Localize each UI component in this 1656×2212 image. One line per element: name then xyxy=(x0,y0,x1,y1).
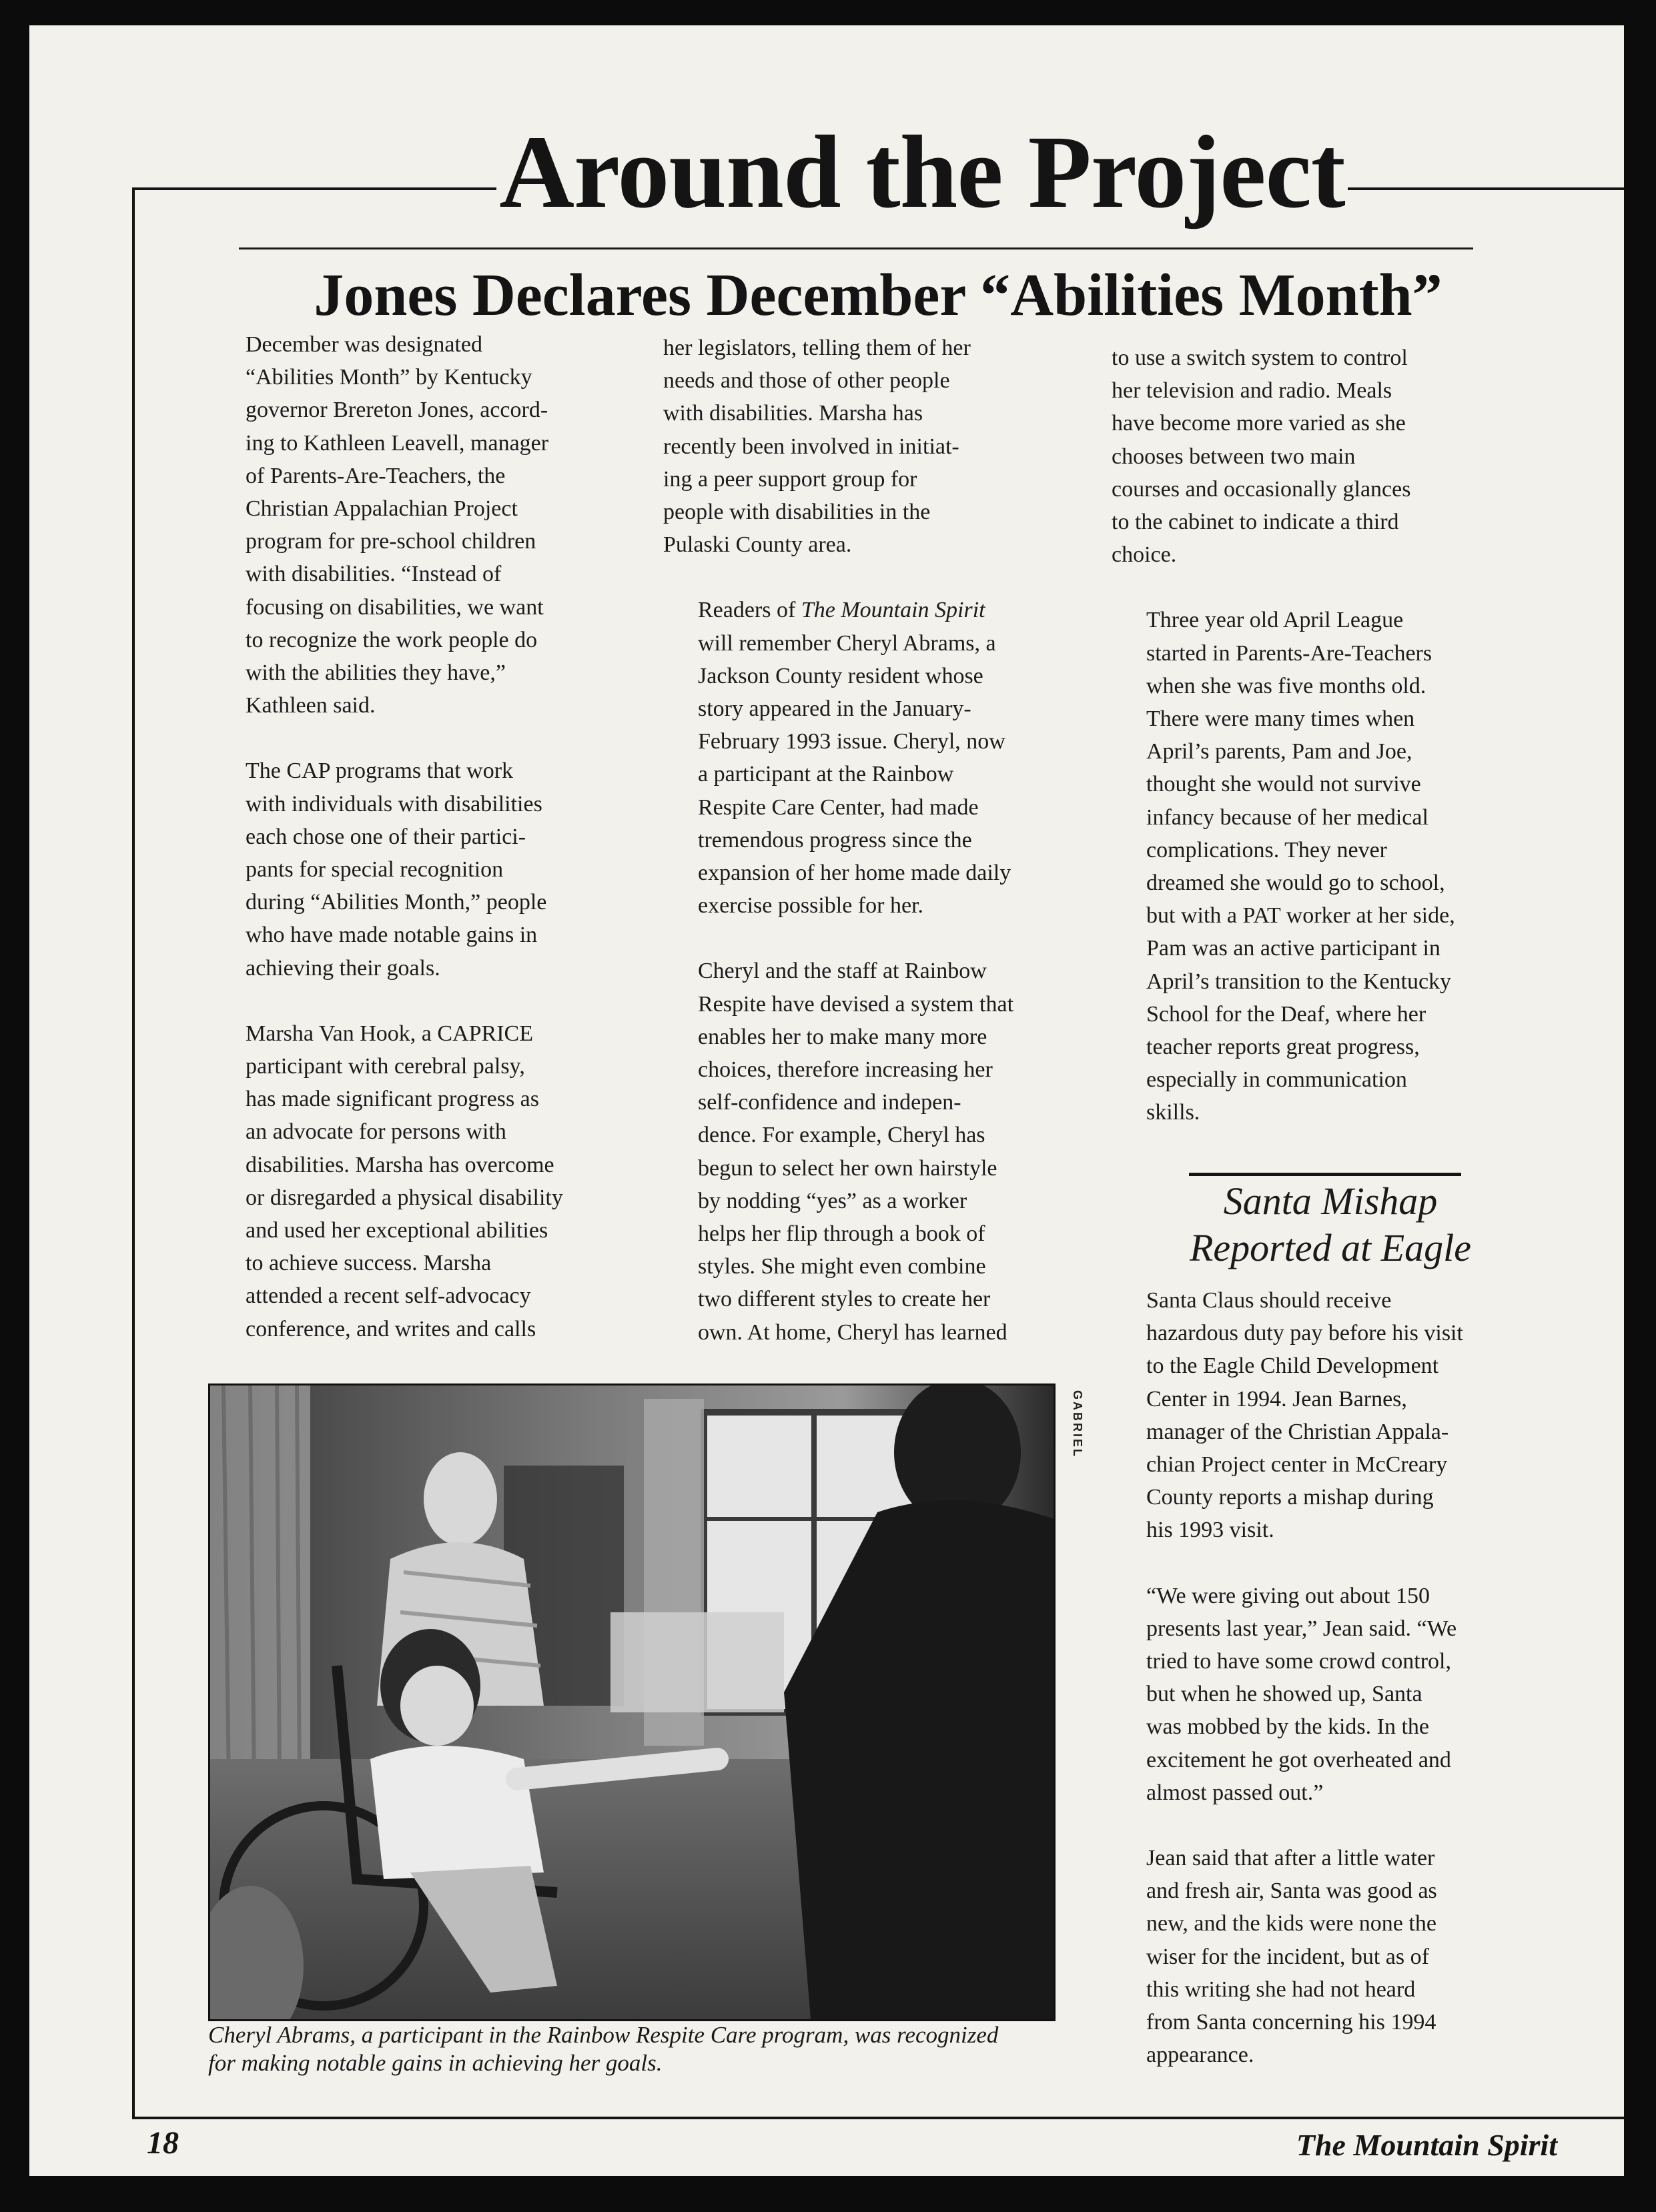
sidebar-rule xyxy=(1189,1173,1461,1176)
text-line: dence. For example, Cheryl has xyxy=(698,1123,985,1148)
text-line: Respite have devised a system that xyxy=(698,991,1014,1017)
text-line: to achieve success. Marsha xyxy=(246,1251,492,1276)
text-line: teacher reports great progress, xyxy=(1146,1035,1420,1060)
text-line: complications. They never xyxy=(1146,837,1387,863)
photo-credit: GABRIEL xyxy=(1071,1390,1084,1458)
text-line: to the cabinet to indicate a third xyxy=(1112,510,1399,535)
headline-rule xyxy=(239,247,1473,249)
text-line: wiser for the incident, but as of xyxy=(1146,1944,1429,1969)
text-line: two different styles to create her xyxy=(698,1287,991,1312)
text-line: Cheryl and the staff at Rainbow xyxy=(698,959,987,984)
text-line: April’s parents, Pam and Joe, xyxy=(1146,739,1412,764)
text-line: attended a recent self-advocacy xyxy=(246,1283,531,1309)
text-line: achieving their goals. xyxy=(246,955,440,981)
text-line: expansion of her home made daily xyxy=(698,861,1011,886)
text-line: a participant at the Rainbow xyxy=(698,762,954,787)
text-line: with disabilities. Marsha has xyxy=(663,401,923,426)
paragraph xyxy=(663,332,1090,561)
text-line: excitement he got overheated and xyxy=(1146,1747,1451,1772)
text-line: February 1993 issue. Cheryl, now xyxy=(698,729,1005,754)
text-line: enables her to make many more xyxy=(698,1024,987,1049)
text-line: with the abilities they have,” xyxy=(246,660,506,686)
text-line: Santa Claus should receive xyxy=(1146,1288,1392,1313)
text-line: “We were giving out about 150 xyxy=(1146,1583,1430,1608)
text-line: The CAP programs that work xyxy=(246,758,514,784)
text-line: by nodding “yes” as a worker xyxy=(698,1188,967,1213)
text-line: thought she would not survive xyxy=(1146,772,1421,797)
text-line: skills. xyxy=(1146,1100,1200,1125)
text-line: hazardous duty pay before his visit xyxy=(1146,1321,1463,1346)
text-line: Marsha Van Hook, a CAPRICE xyxy=(246,1021,533,1046)
text-line: story appeared in the January- xyxy=(698,696,971,722)
article-headline: Jones Declares December “Abilities Month” xyxy=(314,262,1442,328)
paragraph xyxy=(1112,1284,1539,1547)
text-line: Christian Appalachian Project xyxy=(246,496,518,522)
text-line: with disabilities. “Instead of xyxy=(246,562,502,587)
text-line: tried to have some crowd control, xyxy=(1146,1649,1451,1674)
text-line: especially in communication xyxy=(1146,1067,1407,1093)
frame-bottom-rule xyxy=(132,2117,1624,2119)
text-line: needs and those of other people xyxy=(663,368,950,394)
paragraph xyxy=(211,1017,638,1345)
article-column-2 xyxy=(663,332,1090,1349)
text-line: dreamed she would go to school, xyxy=(1146,871,1445,896)
text-line: and used her exceptional abilities xyxy=(246,1218,548,1243)
text-line: begun to select her own hairstyle xyxy=(698,1155,997,1181)
text-line: an advocate for persons with xyxy=(246,1119,506,1145)
text-line: governor Brereton Jones, accord- xyxy=(246,398,548,423)
magazine-page xyxy=(29,25,1624,2176)
text-line: appearance. xyxy=(1146,2043,1254,2068)
text-line: County reports a mishap during xyxy=(1146,1485,1434,1510)
text-line: who have made notable gains in xyxy=(246,923,538,948)
paragraph xyxy=(211,328,638,722)
sidebar-article xyxy=(1112,1284,1539,2071)
text-line: April’s transition to the Kentucky xyxy=(1146,969,1452,994)
article-column-3 xyxy=(1112,342,1539,1129)
text-line: her television and radio. Meals xyxy=(1112,378,1392,404)
text-line: infancy because of her medical xyxy=(1146,804,1428,830)
text-line: but with a PAT worker at her side, xyxy=(1146,903,1455,929)
text-line: manager of the Christian Appala- xyxy=(1146,1419,1449,1444)
text-line: focusing on disabilities, we want xyxy=(246,594,544,620)
text-line: participant with cerebral palsy, xyxy=(246,1054,525,1079)
page-number: 18 xyxy=(147,2125,179,2161)
paragraph xyxy=(1112,1580,1539,1809)
text-line: helps her flip through a book of xyxy=(698,1221,985,1247)
text-line: with individuals with disabilities xyxy=(246,791,542,816)
text-line: when she was five months old. xyxy=(1146,673,1426,698)
text-line: self-confidence and indepen- xyxy=(698,1090,961,1115)
text-line: courses and occasionally glances xyxy=(1112,476,1411,502)
text-line: Center in 1994. Jean Barnes, xyxy=(1146,1386,1407,1412)
text-line: new, and the kids were none the xyxy=(1146,1911,1436,1937)
article-column-1 xyxy=(211,328,638,1345)
text-line: Respite Care Center, had made xyxy=(698,794,979,820)
text-line: was mobbed by the kids. In the xyxy=(1146,1714,1429,1740)
paragraph xyxy=(211,754,638,984)
text-line: to recognize the work people do xyxy=(246,627,538,652)
text-line: chian Project center in McCreary xyxy=(1146,1452,1448,1478)
text-line: pants for special recognition xyxy=(246,857,504,883)
text-line: has made significant progress as xyxy=(246,1087,539,1112)
text-line: own. At home, Cheryl has learned xyxy=(698,1319,1007,1345)
frame-left-rule xyxy=(132,187,135,2119)
paragraph xyxy=(1112,342,1539,571)
text-line: started in Parents-Are-Teachers xyxy=(1146,640,1432,666)
section-title: Around the Project xyxy=(499,114,1345,229)
text-line: during “Abilities Month,” people xyxy=(246,890,547,915)
text-line: disabilities. Marsha has overcome xyxy=(246,1152,554,1177)
article-photo xyxy=(208,1384,1056,2021)
header-rule-right xyxy=(1348,187,1624,190)
publication-name: The Mountain Spirit xyxy=(1296,2128,1557,2162)
text-line: his 1993 visit. xyxy=(1146,1518,1274,1543)
text-line: or disregarded a physical disability xyxy=(246,1185,563,1210)
text-line: December was designated xyxy=(246,332,482,357)
text-line: each chose one of their partici- xyxy=(246,824,526,849)
paragraph xyxy=(1112,1842,1539,2071)
text-line: tremendous progress since the xyxy=(698,827,972,853)
text-line: almost passed out.” xyxy=(1146,1780,1324,1805)
text-line: from Santa concerning his 1994 xyxy=(1146,2010,1436,2035)
sidebar-title: Santa Mishap Reported at Eagle xyxy=(1189,1179,1471,1269)
photo-illustration xyxy=(210,1386,1054,2019)
text-line: There were many times when xyxy=(1146,706,1415,732)
text-line: recently been involved in initiat- xyxy=(663,434,959,459)
paragraph xyxy=(663,955,1090,1348)
paragraph xyxy=(1112,604,1539,1129)
text-line: to use a switch system to control xyxy=(1112,346,1408,370)
text-line: Jackson County resident whose xyxy=(698,663,983,688)
text-line: choice. xyxy=(1112,542,1177,568)
text-line: ing a peer support group for xyxy=(663,466,917,492)
text-line: chooses between two main xyxy=(1112,444,1356,469)
text-line: of Parents-Are-Teachers, the xyxy=(246,463,506,488)
text-line: will remember Cheryl Abrams, a xyxy=(698,630,996,656)
text-line: this writing she had not heard xyxy=(1146,1977,1416,2002)
text-line: conference, and writes and calls xyxy=(246,1316,536,1341)
paragraph xyxy=(663,594,1090,922)
text-line: have become more varied as she xyxy=(1112,411,1406,436)
text-line: Three year old April League xyxy=(1146,608,1404,633)
text-line: Pulaski County area. xyxy=(663,532,852,558)
text-line: to the Eagle Child Development xyxy=(1146,1353,1439,1379)
text-line: Kathleen said. xyxy=(246,693,376,718)
text-line: her legislators, telling them of her xyxy=(663,336,971,360)
text-line: “Abilities Month” by Kentucky xyxy=(246,365,532,390)
text-line: exercise possible for her. xyxy=(698,893,923,919)
text-line: ing to Kathleen Leavell, manager xyxy=(246,430,549,456)
text-line: Pam was an active participant in xyxy=(1146,936,1440,961)
text-line: Readers of The Mountain Spirit xyxy=(698,598,985,623)
text-line: program for pre-school children xyxy=(246,529,536,554)
publication-title-ref: The Mountain Spirit xyxy=(801,598,985,623)
header-rule-left xyxy=(132,187,496,190)
text-line: Jean said that after a little water xyxy=(1146,1846,1435,1871)
text-line: School for the Deaf, where her xyxy=(1146,1001,1426,1027)
photo-caption: Cheryl Abrams, a participant in the Rainbow Respite Care program, was recognized for making notable gains in achieving her goals. xyxy=(208,2022,999,2076)
text-line: but when he showed up, Santa xyxy=(1146,1682,1422,1707)
text-line: styles. She might even combine xyxy=(698,1254,986,1279)
text-line: people with disabilities in the xyxy=(663,500,931,525)
text-line: choices, therefore increasing her xyxy=(698,1057,993,1083)
text-line: and fresh air, Santa was good as xyxy=(1146,1878,1437,1904)
text-line: presents last year,” Jean said. “We xyxy=(1146,1616,1457,1641)
